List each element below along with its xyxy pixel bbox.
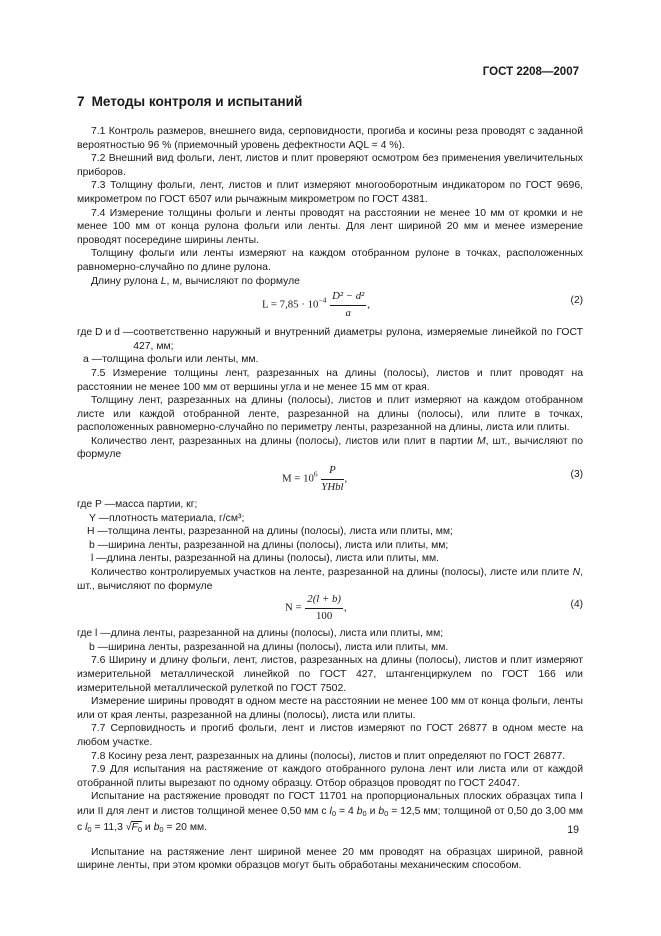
where-text: длина ленты, разрезанной на длины (полосы), листа или плиты, мм. [106, 553, 440, 565]
fraction-numerator: D² − d² [330, 290, 366, 306]
where-label: Y — [89, 512, 110, 524]
variable: L [160, 275, 167, 287]
where-row [77, 539, 583, 553]
section-title-text: Методы контроля и испытаний [91, 94, 303, 109]
subscript: 0 [331, 808, 337, 818]
subscript: 0 [159, 825, 164, 835]
text-run: = 11,3 [91, 822, 126, 834]
paragraph: 7.7 Серповидность и прогиб фольги, лент и листов измеряют по ГОСТ 26877 в одном месте на любом участке. [77, 723, 583, 748]
paragraph: Испытание на растяжение лент шириной менее 20 мм проводят на образцах шириной, равной ширине ленты, при этом кромки образцов могут быть обработаны механическим способом. [77, 846, 583, 872]
text-run: , шт., вычисляют по формуле [77, 435, 584, 461]
variable: b [378, 805, 385, 817]
section-title [77, 94, 302, 109]
formula-fraction [330, 290, 366, 320]
subscript: 0 [87, 825, 92, 835]
where-row [77, 552, 583, 566]
formula-lhs: L = 7,85 · 10 [262, 298, 319, 311]
fraction-denominator: YHbl [321, 480, 344, 493]
paragraph: 7.5 Измерение толщины лент, разрезанных на длины (полосы), листов и плит проводят на расстоянии не менее 100 мм от вершины угла и не менее 15 мм от края. [77, 367, 583, 393]
subscript: 0 [384, 808, 389, 818]
formula-lhs: M = 10 [282, 472, 314, 485]
where-block-2 [77, 326, 583, 367]
text-run: = 20 мм. [163, 822, 207, 834]
formula-tail: , [344, 472, 348, 485]
where-row [77, 512, 583, 526]
text-run: , м, вычисляют по формуле [166, 275, 300, 287]
page-number: 19 [567, 824, 579, 836]
variable: b [153, 822, 160, 834]
where-label: где D и d — [77, 327, 134, 339]
where-row [77, 353, 583, 367]
formula-tail: , [367, 298, 371, 311]
variable: F [131, 822, 138, 834]
spacer [77, 838, 583, 846]
sqrt-radicand [131, 821, 142, 833]
paragraph [77, 435, 583, 462]
where-text: толщина фольги или ленты, мм. [102, 354, 259, 366]
equation-number: (4) [570, 599, 583, 611]
where-text: масса партии, кг; [115, 499, 198, 511]
where-row [77, 525, 583, 539]
paragraph: 7.9 Для испытания на растяжение от каждого отобранного рулона лент или листа или от каждой отобранной плиты вырезают по одному образцу. Отбор образцов проводят по ГОСТ 24047. [77, 764, 583, 789]
variable: l [85, 822, 88, 834]
where-row [77, 326, 583, 353]
text-run: и [366, 805, 379, 817]
equation-number: (2) [570, 295, 583, 307]
variable: N [572, 567, 581, 579]
where-text: ширина ленты, разрезанной на длины (полосы), листа или плиты, мм; [108, 539, 449, 551]
where-row [77, 641, 583, 655]
paragraph: 7.4 Измерение толщины фольги и ленты проводят на расстоянии не менее 10 мм от кромки и не менее 100 мм от конца рулона фольги или ленты. Для лент шириной 20 мм и менее измерение проводят посередине ширины ленты. [77, 207, 583, 246]
where-label: b — [89, 539, 109, 551]
variable: b [356, 805, 363, 817]
where-text: соответственно наружный и внутренний диаметры рулона, измеряемые линейкой по ГОСТ 427, мм; [133, 327, 583, 352]
formula-fraction [321, 464, 343, 494]
where-label: H — [87, 526, 108, 538]
text-run: = 12,5 мм; толщиной от 0,50 до 3,00 мм с [77, 805, 584, 834]
formula-3 [77, 462, 583, 498]
where-block-4 [77, 627, 583, 654]
text-run: и [142, 822, 154, 834]
where-block-3 [77, 498, 583, 566]
formula-exponent: 6 [313, 469, 318, 479]
where-label: где l — [77, 628, 111, 640]
paragraph: 7.3 Толщину фольги, лент, листов и плит измеряют многооборотным индикатором по ГОСТ 9696, микрометром по ГОСТ 6507 или рычажным микрометром по ГОСТ 4381. [77, 180, 583, 205]
subscript: 0 [362, 808, 367, 818]
fraction-numerator: P [321, 464, 343, 480]
variable: l [329, 805, 332, 817]
paragraph: Измерение ширины проводят в одном месте на расстоянии не менее 100 мм от конца фольги, ленты или от края ленты, разрезанной на длины (полосы), листа или плиты. [77, 696, 583, 721]
fraction-denominator: 100 [316, 609, 333, 622]
document-body [77, 125, 583, 873]
text-run: Испытание на растяжение проводят по ГОСТ 11701 на пропорциональных плоских образцах типа I или II для лент и листов толщиной менее 0,50 мм с [77, 791, 583, 817]
paragraph: 7.8 Косину реза лент, разрезанных на длины (полосы), листов и плит определяют по ГОСТ 26877. [91, 750, 566, 762]
formula-fraction [305, 593, 343, 623]
text-run: Количество контролируемых участков на ленте, разрезанной на длины (полосы), листе или плите [91, 567, 573, 579]
where-label: l — [91, 553, 107, 565]
fraction-denominator: a [345, 306, 351, 319]
where-text: толщина ленты, разрезанной на длины (полосы), листа или плиты, мм; [107, 526, 453, 538]
where-row [77, 498, 583, 512]
where-text: ширина ленты, разрезанной на длины (полосы), листа или плиты, мм. [108, 641, 449, 653]
where-label: где P — [77, 499, 116, 511]
sqrt-symbol: √ [125, 822, 132, 834]
fraction-numerator: 2(l + b) [305, 593, 343, 609]
paragraph: Толщину фольги или ленты измеряют на каждом отобранном рулоне в точках, расположенных равномерно-случайно по длине рулона. [77, 248, 583, 273]
paragraph: 7.6 Ширину и длину фольги, лент, листов, разрезанных на длины (полосы), листов и плит измеряют измерительной металлической линейкой по ГОСТ 427, штангенциркулем по ГОСТ 166 или измерительной металлической рулеткой по ГОСТ 7502. [77, 655, 583, 694]
equation-number: (3) [570, 469, 583, 481]
formula-exponent: −4 [318, 295, 327, 305]
where-text: плотность материала, г/см³; [109, 512, 245, 524]
formula-4 [77, 593, 583, 627]
paragraph [77, 790, 583, 837]
variable: M [476, 435, 486, 447]
where-label: a — [83, 354, 103, 366]
text-run: Количество лент, разрезанных на длины (полосы), листов или плит в партии [91, 435, 477, 447]
formula-2 [77, 288, 583, 326]
section-number: 7 [77, 94, 85, 109]
where-label: b — [89, 641, 109, 653]
paragraph: 7.2 Внешний вид фольги, лент, листов и плит проверяют осмотром без применения увеличительных приборов. [77, 153, 583, 178]
subscript: 0 [137, 825, 142, 835]
document-header: ГОСТ 2208—2007 [482, 66, 579, 78]
text-run: , шт., вычисляют по формуле [77, 567, 583, 592]
formula-tail: , [343, 601, 347, 614]
where-text: длина ленты, разрезанной на длины (полосы), листа или плиты, мм; [110, 628, 444, 640]
paragraph: 7.1 Контроль размеров, внешнего вида, серповидности, прогиба и косины реза проводят с заданной вероятностью 96 % (приемочный уровень дефектности AQL = 4 %). [77, 126, 583, 151]
paragraph [77, 566, 583, 593]
text-run: Длину рулона [91, 275, 161, 287]
formula-lhs: N = [285, 601, 302, 614]
paragraph [77, 275, 583, 289]
text-run: = 4 [336, 805, 357, 817]
where-row [77, 627, 583, 641]
paragraph: Толщину лент, разрезанных на длины (полосы), листов и плит измеряют на каждом отобранном листе или каждой отобранной ленте, разрезанной на длины (полосы), или плите в точках, расположенных равномерно-случайно по периметру ленты, разрезанной на длины, листа или плиты. [77, 395, 583, 434]
